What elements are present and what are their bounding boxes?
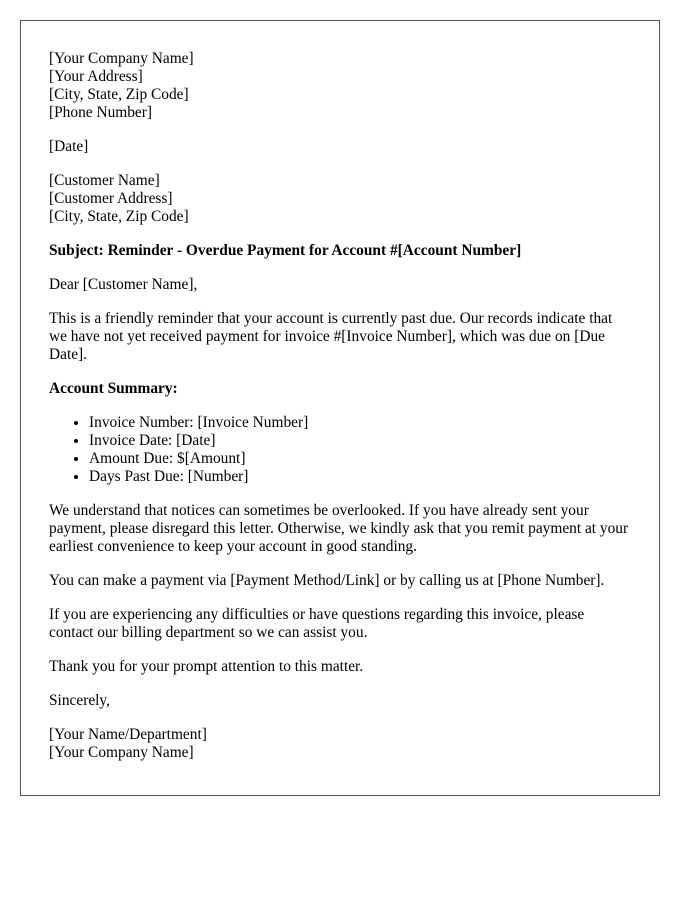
letter bbox=[20, 20, 660, 796]
summary-item-amount-due: • Amount Due: $[Amount] bbox=[89, 450, 631, 468]
body-paragraph-payment-method: You can make a payment via [Payment Method/Link] or by calling us at [Phone Number]. bbox=[49, 572, 605, 589]
account-summary-list bbox=[49, 414, 631, 486]
sender-address-block bbox=[49, 50, 631, 122]
sender-company-name: [Your Company Name] bbox=[49, 50, 194, 67]
recipient-address: [Customer Address] bbox=[49, 190, 173, 207]
date-block bbox=[49, 138, 631, 156]
letter-date: [Date] bbox=[49, 138, 89, 155]
recipient-name: [Customer Name] bbox=[49, 172, 160, 189]
account-summary-title: Account Summary: bbox=[49, 380, 178, 397]
sender-city-state-zip: [City, State, Zip Code] bbox=[49, 86, 189, 103]
recipient-address-block bbox=[49, 172, 631, 226]
salutation: Dear [Customer Name], bbox=[49, 276, 198, 293]
closing: Sincerely, bbox=[49, 692, 110, 709]
body-paragraph-contact-billing: If you are experiencing any difficulties or have questions regarding this invoice, please contact our billing department so we can assist you. bbox=[49, 606, 585, 641]
signature-name-department: [Your Name/Department] bbox=[49, 726, 207, 743]
body-paragraph-overlooked: We understand that notices can sometimes be overlooked. If you have already sent your payment, please disregard this letter. Otherwise, we kindly ask that you remit payment at your earliest convenience to keep your account in good standing. bbox=[49, 502, 629, 555]
summary-item-days-past-due: • Days Past Due: [Number] bbox=[89, 468, 631, 486]
intro-paragraph: This is a friendly reminder that your account is currently past due. Our records indicate that we have not yet received payment for invoice #[Invoice Number], which was due on [Due Date]. bbox=[49, 310, 613, 363]
recipient-city-state-zip: [City, State, Zip Code] bbox=[49, 208, 189, 225]
sender-phone: [Phone Number] bbox=[49, 104, 153, 121]
body-paragraph-thank-you: Thank you for your prompt attention to this matter. bbox=[49, 658, 364, 675]
subject-line: Subject: Reminder - Overdue Payment for Account #[Account Number] bbox=[49, 242, 522, 259]
summary-item-invoice-date: • Invoice Date: [Date] bbox=[89, 432, 631, 450]
summary-item-invoice-number: • Invoice Number: [Invoice Number] bbox=[89, 414, 631, 432]
sender-address: [Your Address] bbox=[49, 68, 143, 85]
signature-company-name: [Your Company Name] bbox=[49, 744, 194, 761]
signature-block bbox=[49, 726, 631, 762]
